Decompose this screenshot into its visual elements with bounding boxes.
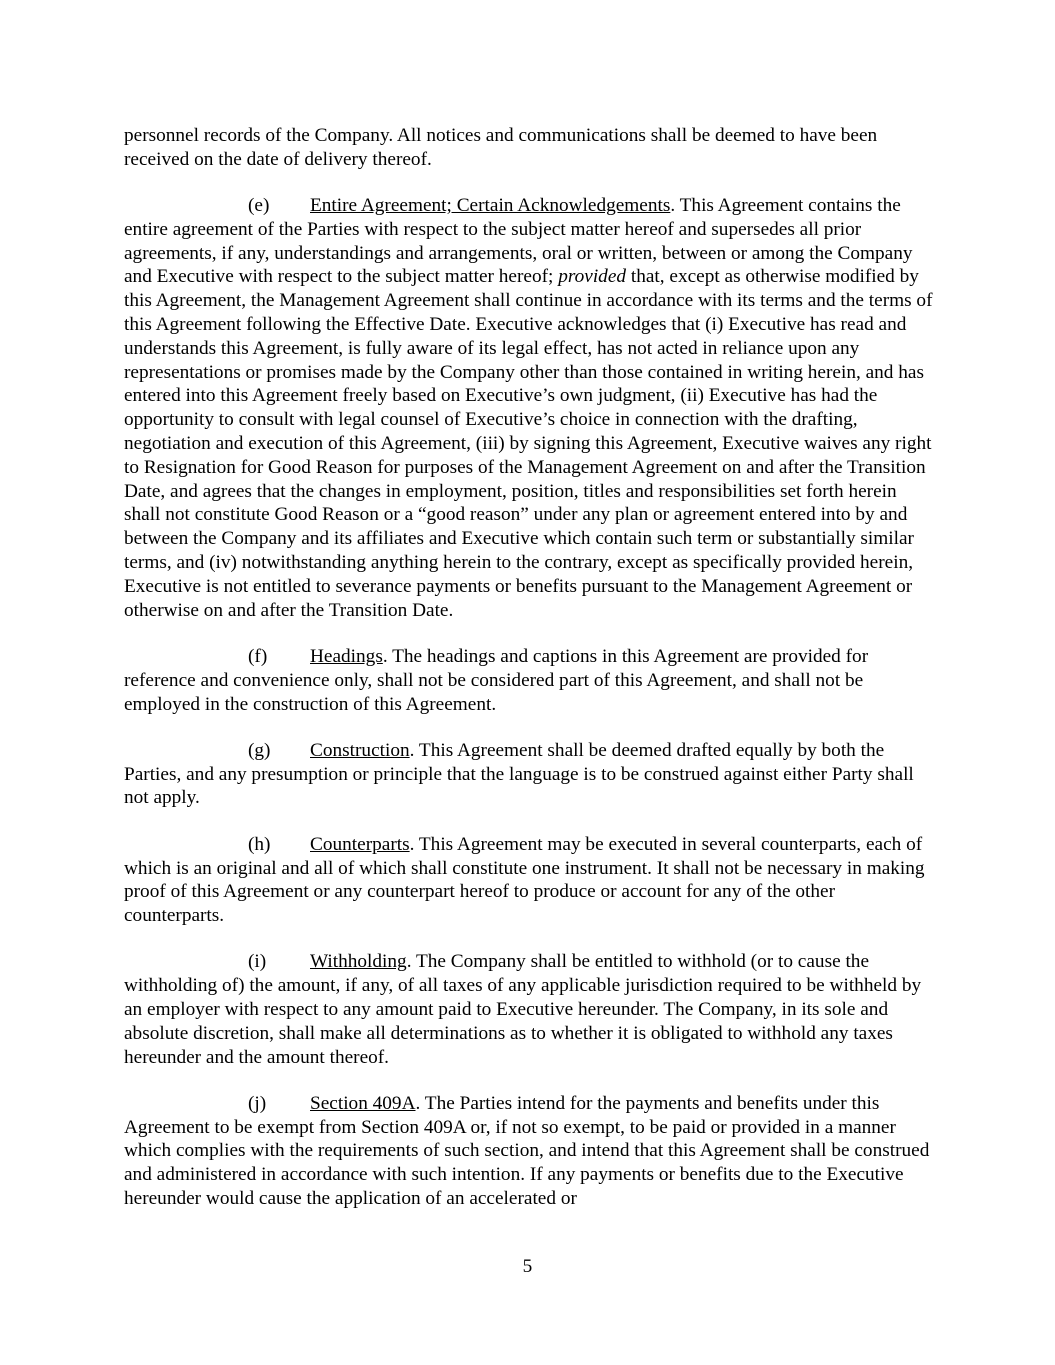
section-heading: Withholding [310,951,407,973]
section-g [124,739,934,810]
section-text: . The Parties intend for the payments and benefits under this Agreement to be exempt from Section 409A or, if not so exempt, to be paid or provided in a manner which complies with the requirements of such section, and intend that this Agreement shall be construed and administered in accordance with such intention. If any payments or benefits due to the Executive hereunder would cause the application of an accelerated or [124,1092,930,1210]
section-j [124,1092,934,1211]
section-text: . This Agreement may be executed in several counterparts, each of which is an original and all of which shall constitute one instrument. It shall not be necessary in making proof of this Agreement or any counterpart hereof to produce or account for any of the other counterparts. [124,833,925,927]
section-text: . This Agreement shall be deemed drafted equally by both the Parties, and any presumption or principle that the language is to be construed against either Party shall not apply. [124,739,914,809]
section-label: (g) [248,739,271,761]
section-f [124,645,934,716]
section-h [124,833,934,928]
section-label: (j) [248,1092,267,1114]
section-text: . This Agreement contains the entire agreement of the Parties with respect to the subject matter hereof and supersedes all prior agreements, if any, understandings and arrangements, oral or written, between or among the Company and Executive with respect to the subject matter hereof; [124,195,913,288]
section-heading: Headings [310,645,383,667]
section-i [124,950,934,1069]
section-heading: Entire Agreement; Certain Acknowledgements [310,195,671,217]
section-heading: Counterparts [310,833,410,855]
section-e [124,194,934,622]
document-page [124,124,934,1233]
section-text: that, except as otherwise modified by this Agreement, the Management Agreement shall continue in accordance with its terms and the terms of this Agreement following the Effective Date. Executive acknowledges that (i) Executive has read and understands this Agreement, is fully aware of its legal effect, has not acted in reliance upon any representations or promises made by the Company other than those contained in writing herein, and has entered into this Agreement freely based on Executive’s own judgment, (ii) Executive has had the opportunity to consult with legal counsel of Executive’s choice in connection with the drafting, negotiation and execution of this Agreement, (iii) by signing this Agreement, Executive waives any right to Resignation for Good Reason for purposes of the Management Agreement on and after the Transition Date, and agrees that the changes in employment, position, titles and responsibilities set forth herein shall not constitute Good Reason or a “good reason” under any plan or agreement entered into by and between the Company and its affiliates and Executive which contain such term or substantially similar terms, and (iv) notwithstanding anything herein to the contrary, except as specifically provided herein, Executive is not entitled to severance payments or benefits pursuant to the Management Agreement or otherwise on and after the Transition Date. [124,266,933,621]
section-label: (h) [248,833,271,855]
italic-term: provided [558,266,627,288]
section-label: (f) [248,645,268,667]
intro-paragraph: personnel records of the Company. All notices and communications shall be deemed to have been received on the date of delivery thereof. [124,125,878,170]
section-heading: Construction [310,739,410,761]
section-label: (e) [248,195,270,217]
page-number: 5 [522,1256,533,1277]
section-text: . The Company shall be entitled to withhold (or to cause the withholding of) the amount, if any, of all taxes of any applicable jurisdiction required to be withheld by an employer with respect to any amount paid to Executive hereunder. The Company, in its sole and absolute discretion, shall make all determinations as to whether it is obligated to withhold any taxes hereunder and the amount thereof. [124,951,922,1068]
section-label: (i) [248,951,267,973]
section-heading: Section 409A [310,1092,416,1114]
section-text: . The headings and captions in this Agreement are provided for reference and convenience only, shall not be considered part of this Agreement, and shall not be employed in the construction of this Agreement. [124,645,869,715]
